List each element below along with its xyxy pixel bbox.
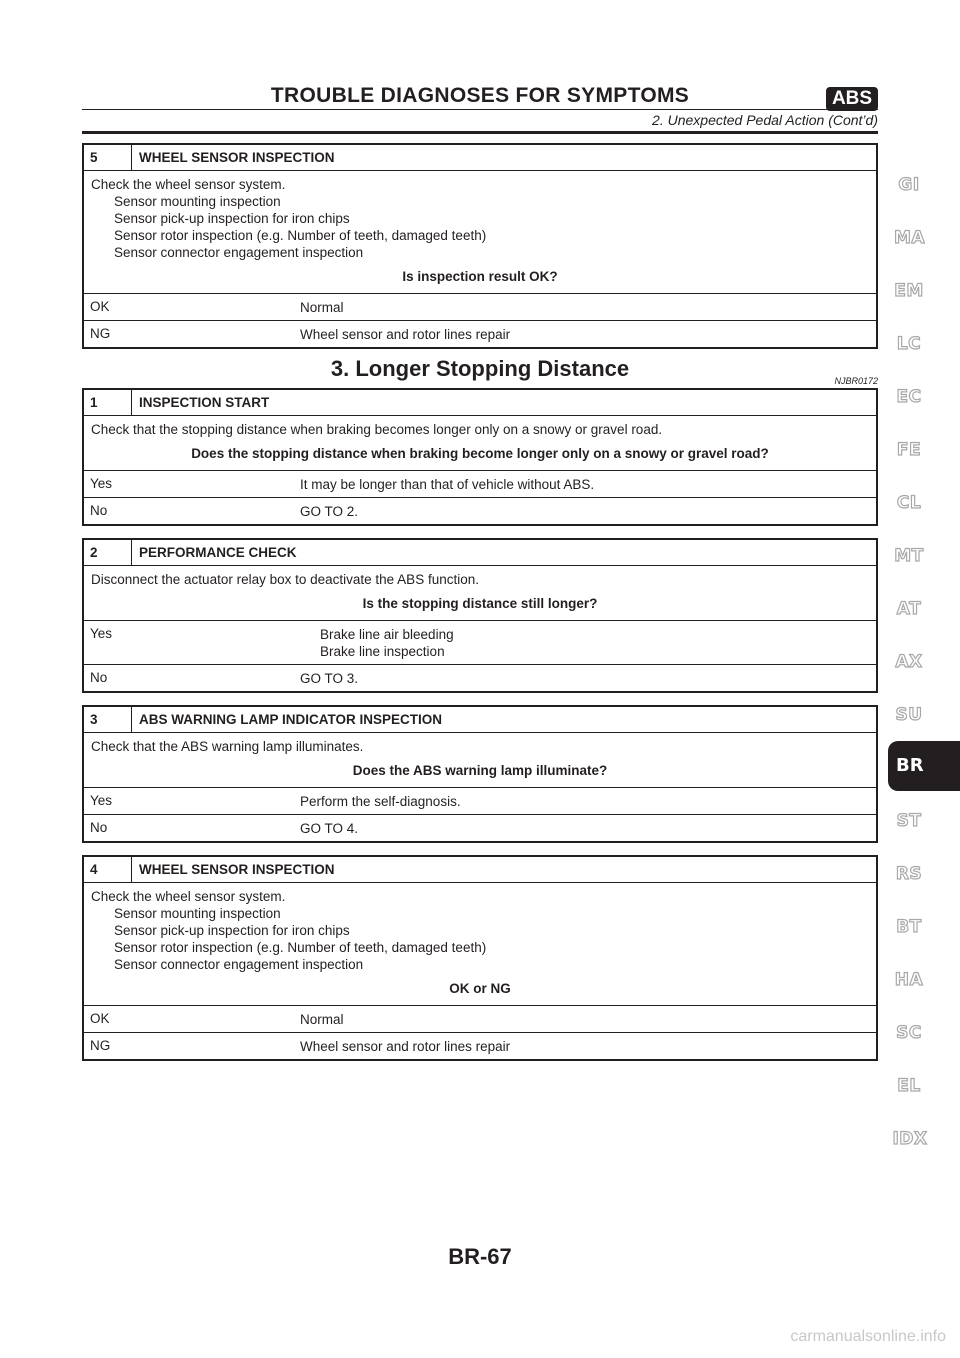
step-intro: Check that the stopping distance when braking becomes longer only on a snowy or gravel road.: [91, 422, 663, 437]
check-item: Sensor pick-up inspection for iron chips: [114, 211, 350, 226]
step-question: Does the stopping distance when braking become longer only on a snowy or gravel road?: [191, 446, 769, 461]
tab-rs[interactable]: RS: [895, 864, 923, 884]
answer-key: OK: [90, 299, 110, 314]
step-title: WHEEL SENSOR INSPECTION: [139, 150, 335, 165]
step-title: WHEEL SENSOR INSPECTION: [139, 862, 335, 877]
check-item: Sensor mounting inspection: [114, 906, 281, 921]
step-title: PERFORMANCE CHECK: [139, 545, 297, 560]
tab-el[interactable]: EL: [897, 1076, 921, 1096]
answer-line: Brake line air bleeding: [320, 627, 454, 642]
answer-row: [84, 498, 876, 524]
watermark: carmanualsonline.info: [790, 1328, 946, 1345]
tab-fe[interactable]: FE: [896, 440, 922, 460]
block-header: [84, 707, 876, 733]
section-code: NJBR0172: [834, 376, 878, 386]
tab-gi[interactable]: GI: [898, 175, 920, 195]
step-question: Is the stopping distance still longer?: [362, 596, 598, 611]
step-question: Does the ABS warning lamp illuminate?: [352, 763, 608, 778]
answer-key: Yes: [90, 793, 113, 808]
step-title: INSPECTION START: [139, 395, 270, 410]
answer-value: GO TO 4.: [300, 821, 359, 836]
block-header: [84, 857, 876, 883]
tab-at[interactable]: AT: [896, 599, 922, 619]
step-intro: Check that the ABS warning lamp illuminates.: [91, 739, 364, 754]
header-rule: [82, 109, 878, 110]
answer-row: [84, 321, 876, 347]
step-intro: Check the wheel sensor system.: [91, 889, 286, 904]
step-number: 1: [84, 390, 132, 415]
answer-row: [84, 665, 876, 691]
check-item: Sensor mounting inspection: [114, 194, 281, 209]
step-question: OK or NG: [449, 981, 511, 996]
answer-key: Yes: [90, 476, 113, 491]
answer-value: It may be longer than that of vehicle without ABS.: [300, 477, 595, 492]
answer-row: [84, 1033, 876, 1059]
answer-key: NG: [90, 1038, 111, 1053]
answer-row: [84, 621, 876, 665]
answer-key: No: [90, 820, 108, 835]
step-number: 4: [84, 857, 132, 882]
inspection-block-3: [82, 705, 878, 843]
page-header-title: TROUBLE DIAGNOSES FOR SYMPTOMS: [270, 84, 690, 107]
block-header: [84, 390, 876, 416]
block-body: [84, 171, 876, 294]
block-header: [84, 145, 876, 171]
tab-sc[interactable]: SC: [896, 1023, 922, 1043]
step-question: Is inspection result OK?: [402, 269, 558, 284]
tab-ax[interactable]: AX: [895, 652, 923, 672]
answer-value: GO TO 2.: [300, 504, 359, 519]
answer-row: [84, 788, 876, 815]
answer-value: Wheel sensor and rotor lines repair: [300, 327, 511, 342]
answer-value: Normal: [300, 1012, 344, 1027]
check-item: Sensor pick-up inspection for iron chips: [114, 923, 350, 938]
block-body: [84, 566, 876, 621]
tab-ha[interactable]: HA: [894, 970, 924, 990]
inspection-block-2: [82, 538, 878, 693]
inspection-block-1: [82, 388, 878, 526]
answer-value: Wheel sensor and rotor lines repair: [300, 1039, 511, 1054]
answer-row: [84, 815, 876, 841]
abs-badge: ABS: [826, 87, 878, 111]
answer-key: Yes: [90, 626, 113, 641]
check-item: Sensor connector engagement inspection: [114, 957, 364, 972]
step-title: ABS WARNING LAMP INDICATOR INSPECTION: [139, 712, 443, 727]
inspection-block-4: [82, 855, 878, 1061]
step-number: 5: [84, 145, 132, 170]
check-item: Sensor rotor inspection (e.g. Number of teeth, damaged teeth): [114, 940, 487, 955]
tab-ec[interactable]: EC: [896, 387, 922, 407]
step-intro: Disconnect the actuator relay box to deactivate the ABS function.: [91, 572, 479, 587]
answer-key: OK: [90, 1011, 110, 1026]
answer-row: [84, 471, 876, 498]
answer-line: Brake line inspection: [320, 644, 445, 659]
block-body: [84, 733, 876, 788]
answer-value: GO TO 3.: [300, 671, 359, 686]
inspection-block-5: [82, 143, 878, 349]
tab-lc[interactable]: LC: [896, 334, 922, 354]
header-rule-thick: [82, 131, 878, 134]
answer-row: [84, 294, 876, 321]
answer-value: Normal: [300, 300, 344, 315]
step-number: 3: [84, 707, 132, 732]
answer-key: NG: [90, 326, 111, 341]
tab-br-active[interactable]: [888, 741, 960, 791]
tab-st[interactable]: ST: [896, 811, 922, 831]
tab-br-label: BR: [896, 755, 924, 776]
block-body: [84, 416, 876, 471]
step-intro: Check the wheel sensor system.: [91, 177, 286, 192]
tab-mt[interactable]: MT: [894, 546, 924, 566]
section-title: 3. Longer Stopping Distance: [330, 356, 630, 381]
step-number: 2: [84, 540, 132, 565]
answer-row: [84, 1006, 876, 1033]
answer-key: No: [90, 670, 108, 685]
tab-em[interactable]: EM: [894, 281, 924, 301]
page-number: BR-67: [448, 1244, 512, 1269]
page-header-subtitle: 2. Unexpected Pedal Action (Cont’d): [652, 112, 878, 128]
answer-key: No: [90, 503, 108, 518]
tab-su[interactable]: SU: [895, 705, 923, 725]
answer-value: [300, 621, 454, 664]
tab-bt[interactable]: BT: [896, 917, 922, 937]
check-item: Sensor connector engagement inspection: [114, 245, 364, 260]
tab-ma[interactable]: MA: [894, 228, 926, 248]
check-item: Sensor rotor inspection (e.g. Number of teeth, damaged teeth): [114, 228, 487, 243]
block-header: [84, 540, 876, 566]
block-body: [84, 883, 876, 1006]
tab-idx[interactable]: IDX: [892, 1129, 928, 1149]
tab-cl[interactable]: CL: [896, 493, 922, 513]
answer-value: Perform the self-diagnosis.: [300, 794, 461, 809]
